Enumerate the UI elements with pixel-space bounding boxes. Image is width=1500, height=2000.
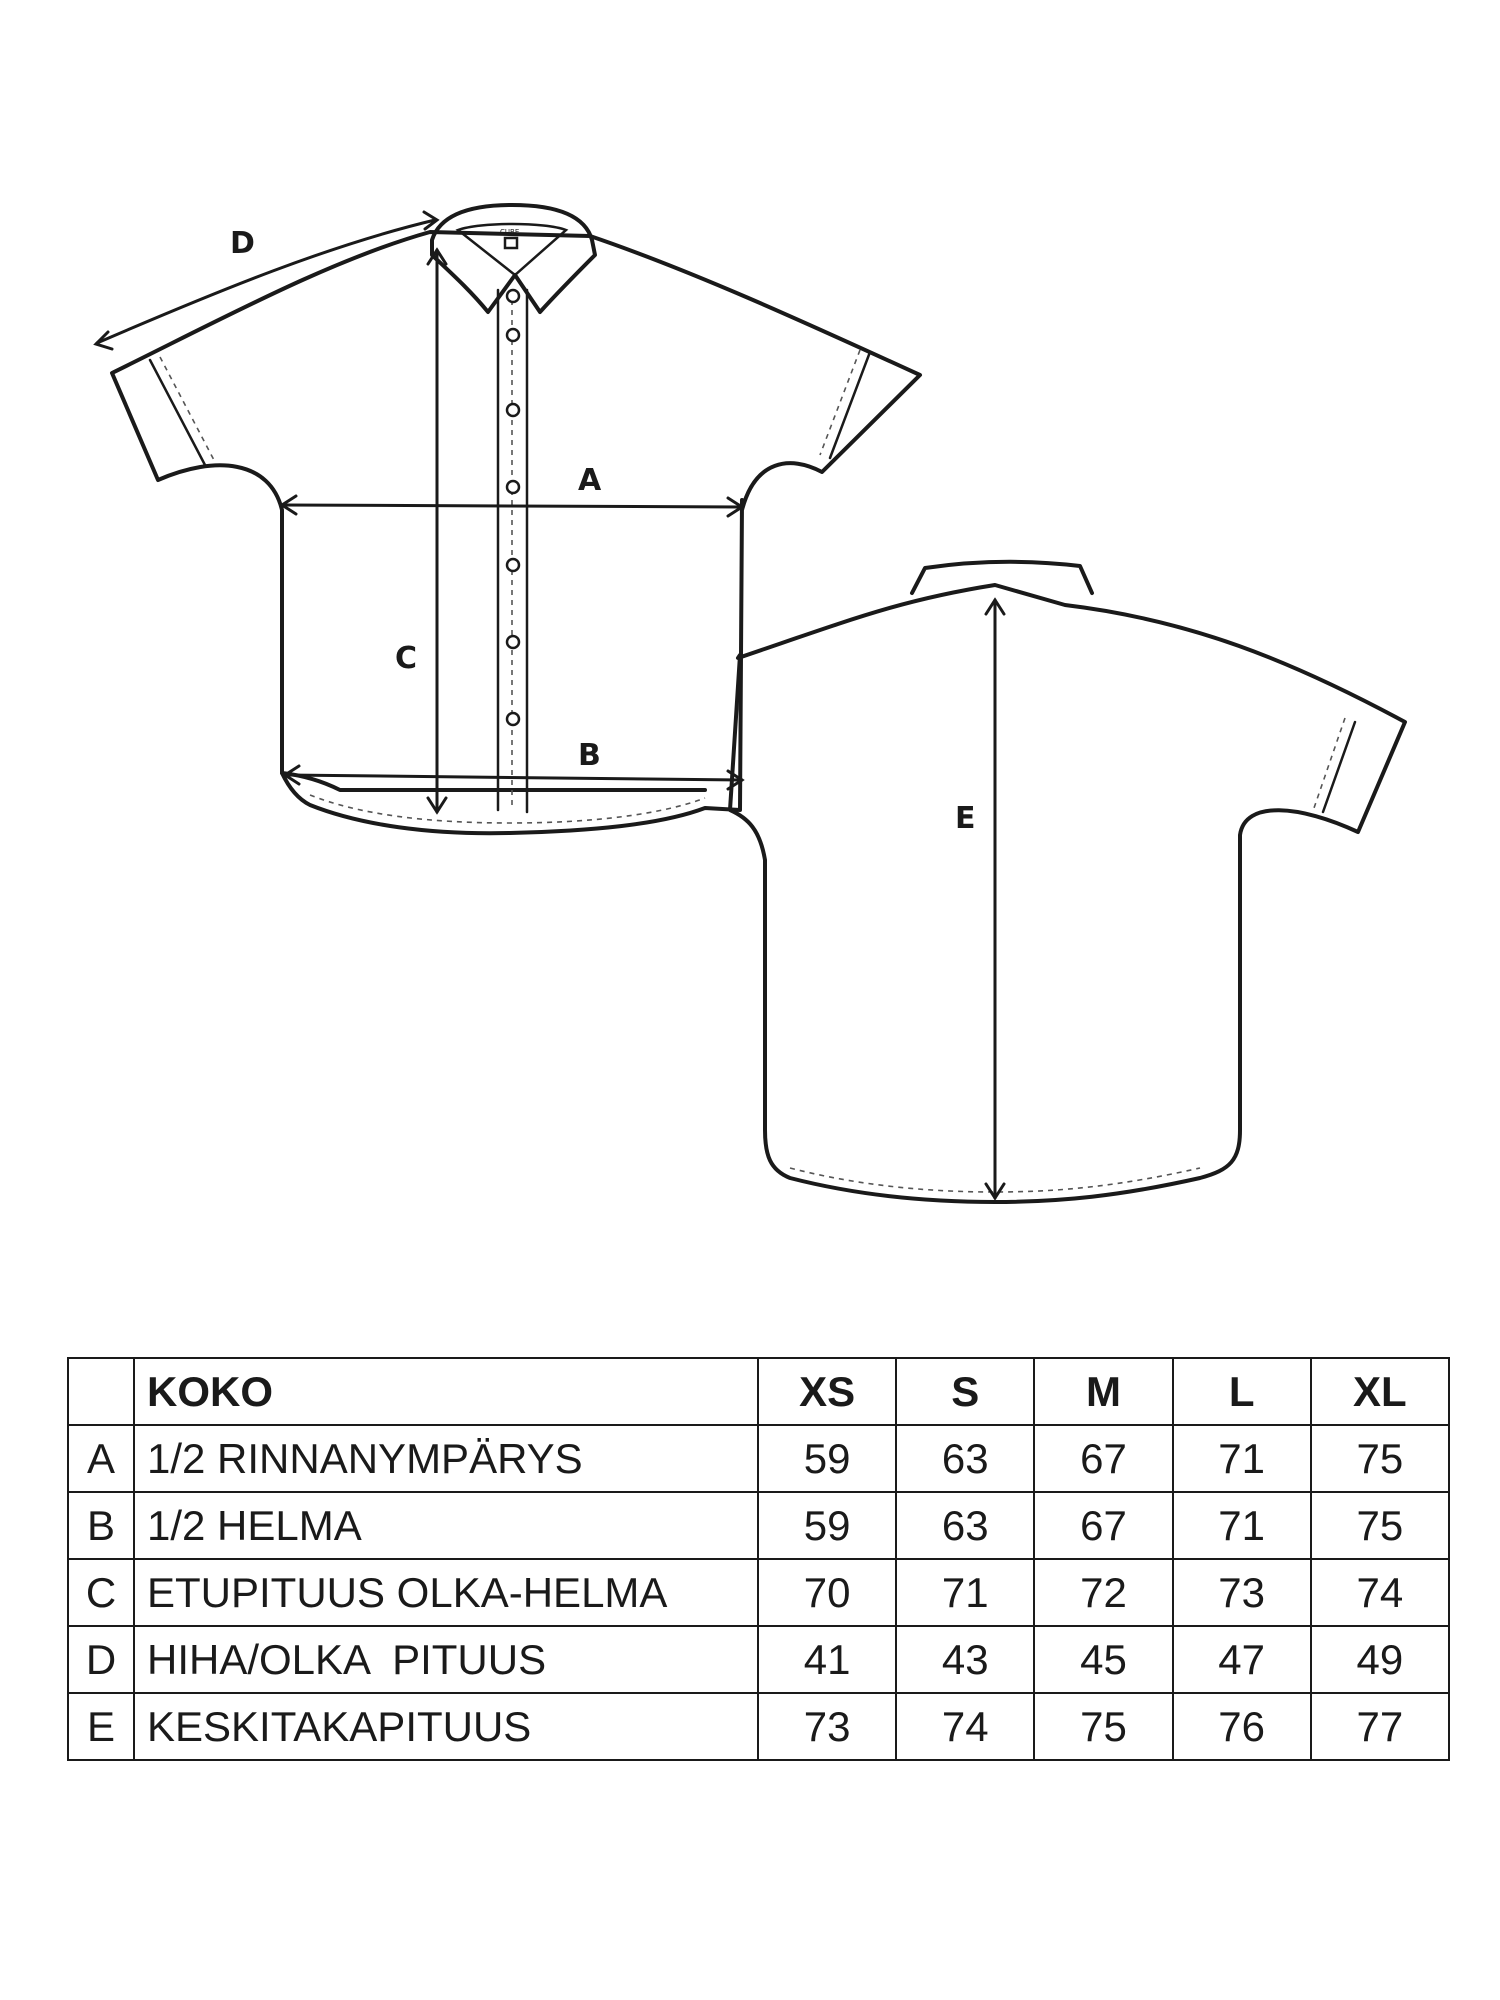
header-title-cell: KOKO <box>134 1358 758 1425</box>
row-value: 63 <box>896 1492 1034 1559</box>
button-1 <box>507 290 519 302</box>
row-name: 1/2 RINNANYMPÄRYS <box>134 1425 758 1492</box>
measurement-e <box>955 600 1004 1198</box>
row-value: 71 <box>1173 1425 1311 1492</box>
table-row <box>68 1693 1449 1760</box>
label-c: C <box>395 641 418 676</box>
button-3 <box>507 404 519 416</box>
row-value: 73 <box>758 1693 896 1760</box>
row-value: 73 <box>1173 1559 1311 1626</box>
row-name: 1/2 HELMA <box>134 1492 758 1559</box>
row-value: 41 <box>758 1626 896 1693</box>
header-corner-cell <box>68 1358 134 1425</box>
measurement-b <box>285 738 742 789</box>
row-value: 67 <box>1034 1425 1172 1492</box>
row-value: 71 <box>1173 1492 1311 1559</box>
row-value: 74 <box>1311 1559 1449 1626</box>
button-6 <box>507 636 519 648</box>
row-key: B <box>68 1492 134 1559</box>
row-value: 59 <box>758 1425 896 1492</box>
label-b: B <box>578 738 601 773</box>
row-value: 67 <box>1034 1492 1172 1559</box>
measurement-c <box>395 250 446 812</box>
row-value: 76 <box>1173 1693 1311 1760</box>
row-value: 45 <box>1034 1626 1172 1693</box>
measurement-d <box>96 212 437 349</box>
table-row <box>68 1559 1449 1626</box>
collar-brand-tag: CUBE <box>500 228 520 236</box>
label-e: E <box>955 801 976 836</box>
shirt-front-view <box>112 205 920 833</box>
row-value: 74 <box>896 1693 1034 1760</box>
header-size-m: M <box>1034 1358 1172 1425</box>
header-size-l: L <box>1173 1358 1311 1425</box>
table-row <box>68 1425 1449 1492</box>
row-key: A <box>68 1425 134 1492</box>
header-size-xs: XS <box>758 1358 896 1425</box>
row-value: 72 <box>1034 1559 1172 1626</box>
row-value: 75 <box>1311 1492 1449 1559</box>
header-size-s: S <box>896 1358 1034 1425</box>
row-key: E <box>68 1693 134 1760</box>
table-row <box>68 1626 1449 1693</box>
button-7 <box>507 713 519 725</box>
row-value: 43 <box>896 1626 1034 1693</box>
table-header-row <box>68 1358 1449 1425</box>
row-value: 63 <box>896 1425 1034 1492</box>
row-key: D <box>68 1626 134 1693</box>
row-name: KESKITAKAPITUUS <box>134 1693 758 1760</box>
row-value: 71 <box>896 1559 1034 1626</box>
row-value: 77 <box>1311 1693 1449 1760</box>
button-2 <box>507 329 519 341</box>
row-value: 75 <box>1311 1425 1449 1492</box>
size-chart-table <box>67 1357 1450 1761</box>
table-row <box>68 1492 1449 1559</box>
label-a: A <box>578 463 602 498</box>
button-4 <box>507 481 519 493</box>
row-key: C <box>68 1559 134 1626</box>
row-name: HIHA/OLKA PITUUS <box>134 1626 758 1693</box>
shirt-back-view <box>730 562 1405 1202</box>
row-value: 47 <box>1173 1626 1311 1693</box>
label-d: D <box>230 226 255 261</box>
row-value: 59 <box>758 1492 896 1559</box>
row-value: 75 <box>1034 1693 1172 1760</box>
button-5 <box>507 559 519 571</box>
row-value: 49 <box>1311 1626 1449 1693</box>
row-name: ETUPITUUS OLKA-HELMA <box>134 1559 758 1626</box>
row-value: 70 <box>758 1559 896 1626</box>
header-size-xl: XL <box>1311 1358 1449 1425</box>
